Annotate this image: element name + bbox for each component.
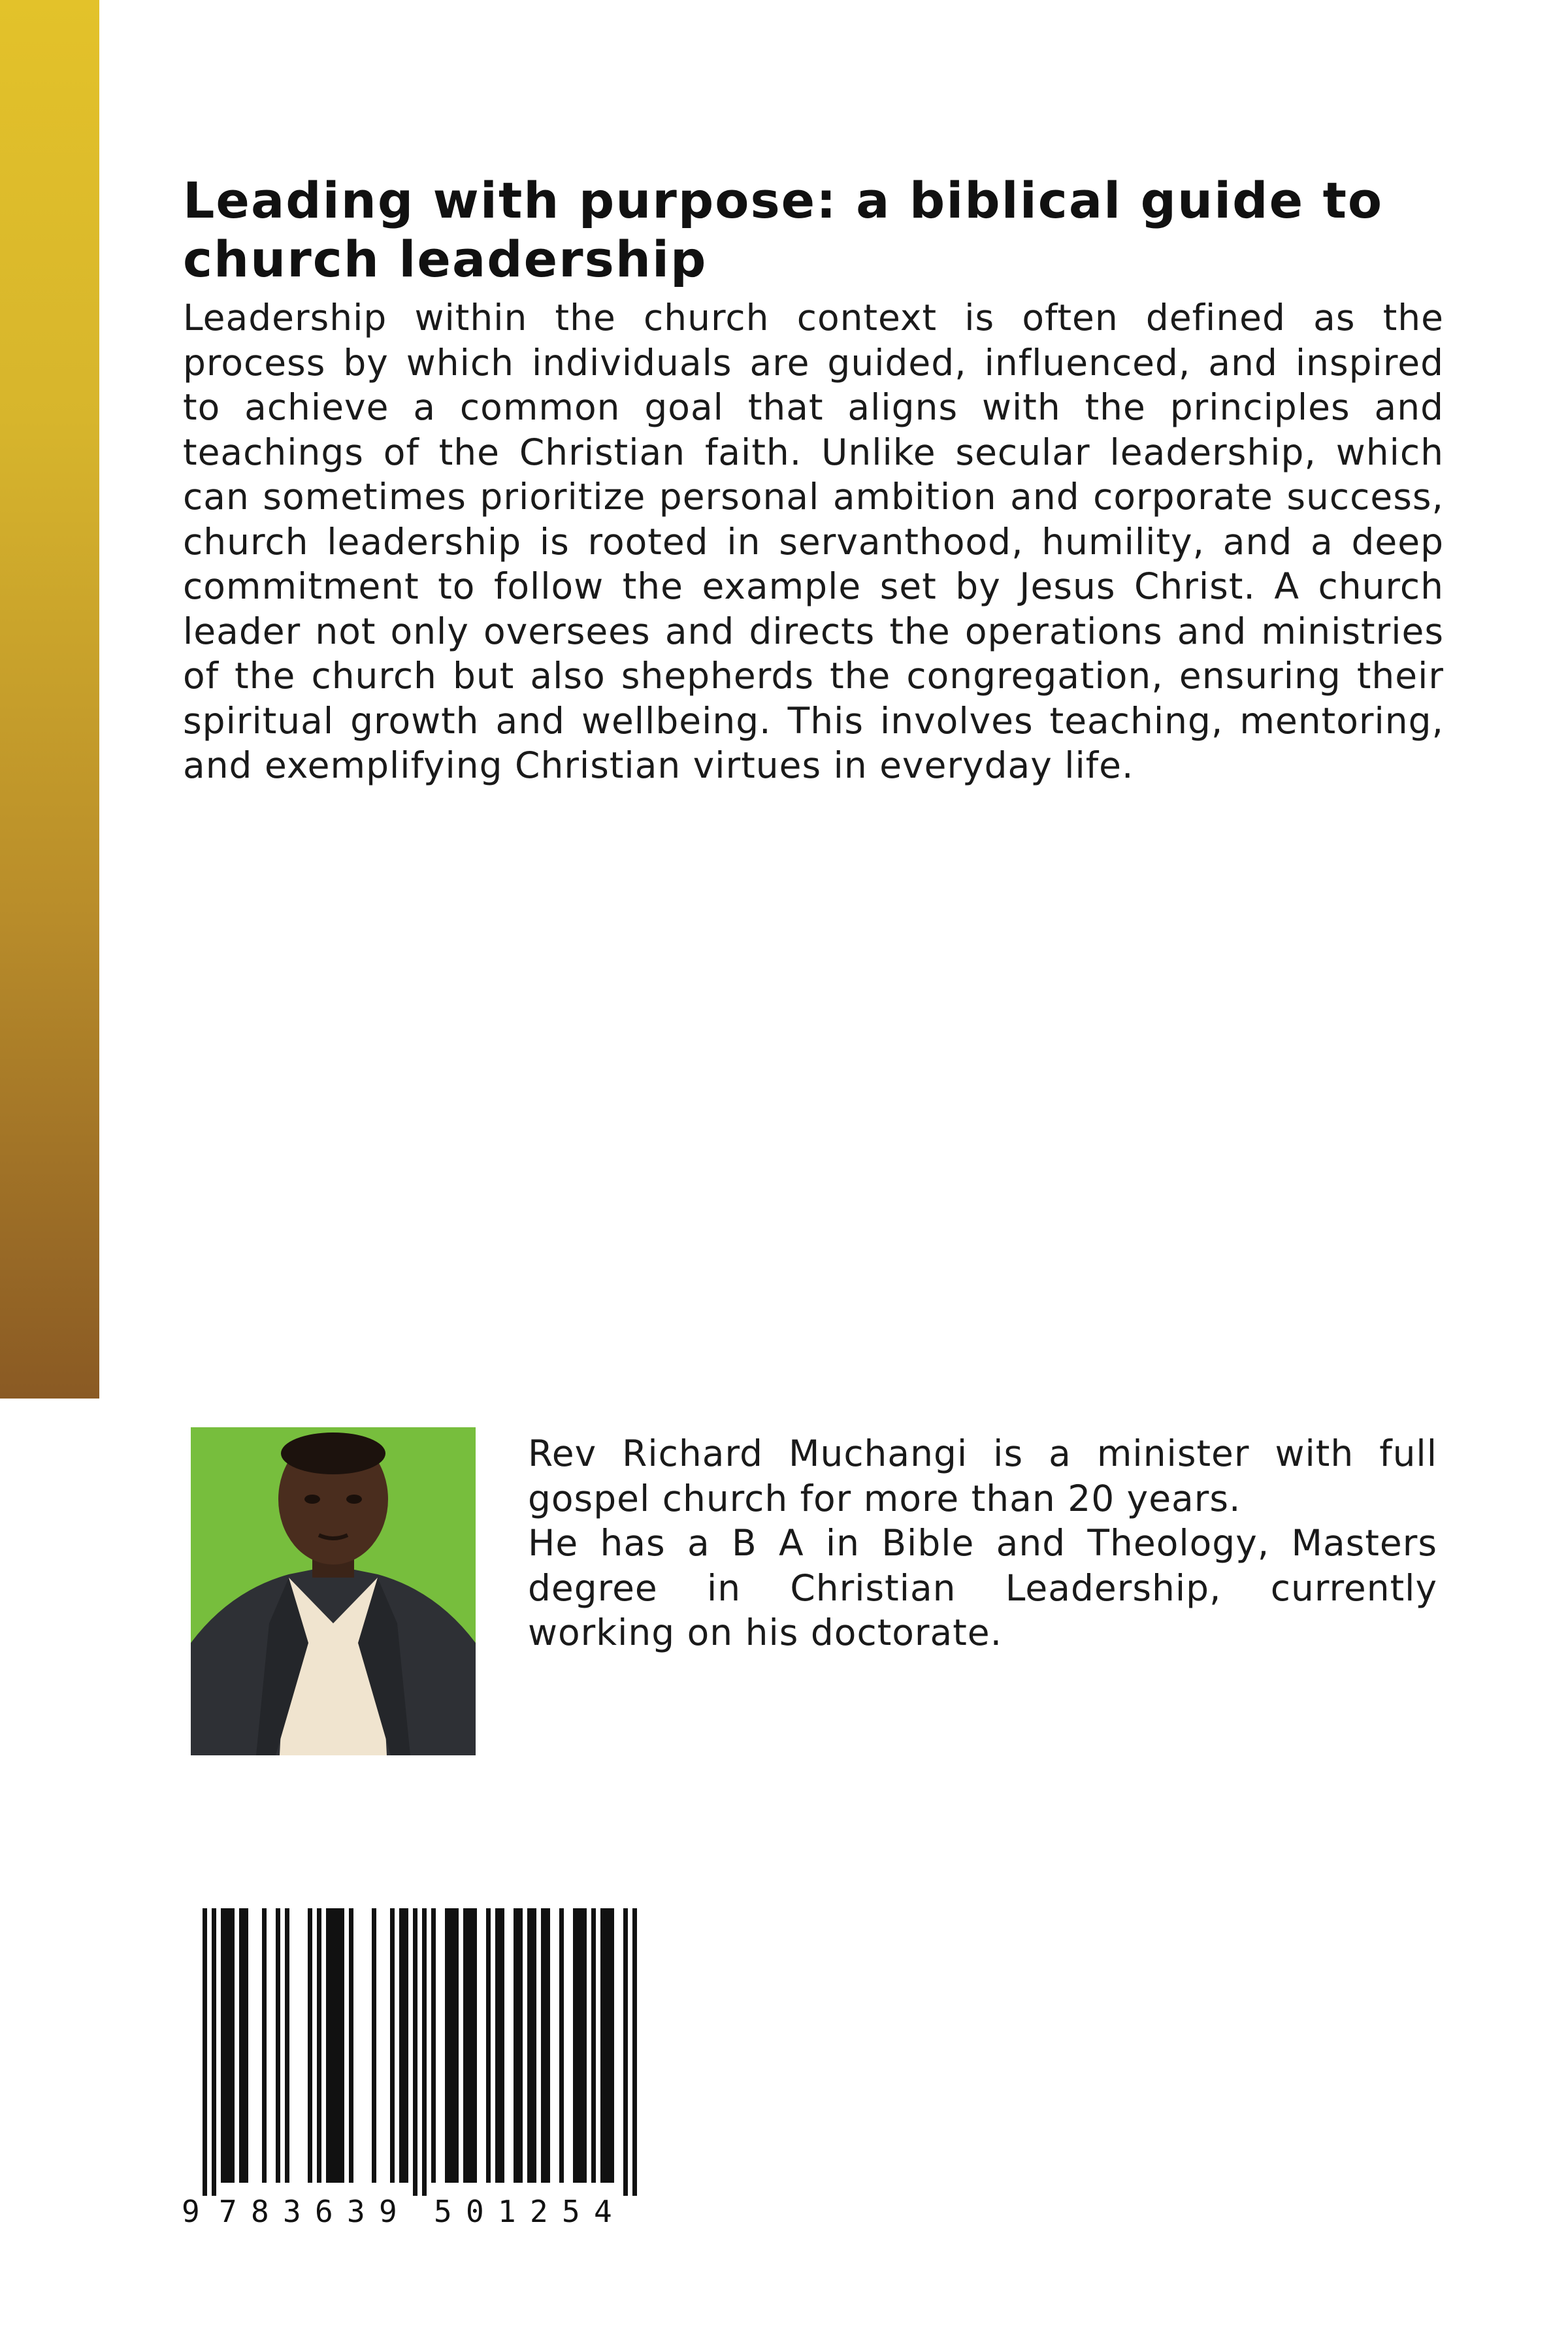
barcode-bar: [390, 1908, 395, 2183]
barcode-bar: [518, 1908, 523, 2183]
barcode-bar: [340, 1908, 344, 2183]
barcode-bar: [600, 1908, 605, 2183]
barcode-bar: [472, 1908, 477, 2183]
book-title: Leading with purpose: a biblical guide to church leadership: [183, 171, 1384, 288]
barcode-guard-bar: [413, 1908, 417, 2196]
barcode-guard-bar: [422, 1908, 427, 2196]
author-photo: [191, 1427, 476, 1755]
barcode-bar: [317, 1908, 321, 2183]
barcode-digit: 1: [498, 2194, 516, 2229]
book-blurb: Leadership within the church context is often defined as the process by which individuals are guided, influenced, and inspired to achieve a common goal that aligns with the principles and teachings of the Christian faith. Unlike secular leadership, which can sometimes prioritize personal ambition and corporate success, church leadership is rooted in servanthood, humility, and a deep commitment to follow the example set by Jesus Christ. A church leader not only oversees and directs the operations and ministries of the church but also shepherds the congregation, ensuring their spiritual growth and wellbeing. This involves teaching, mentoring, and exemplifying Christian virtues in everyday life.: [183, 297, 1444, 786]
barcode-bar: [468, 1908, 472, 2183]
barcode-digit: 9: [379, 2194, 397, 2229]
barcode-digit: 0: [466, 2194, 484, 2229]
barcode-bar: [308, 1908, 312, 2183]
spine-color-strip: [0, 0, 99, 1399]
barcode-digit: 5: [434, 2194, 452, 2229]
barcode-bar: [486, 1908, 491, 2183]
barcode-bar: [454, 1908, 459, 2183]
barcode-bar: [349, 1908, 353, 2183]
barcode-digit: 9: [182, 2194, 200, 2229]
barcode-bar: [335, 1908, 340, 2183]
barcode-bar: [262, 1908, 267, 2183]
author-bio: [528, 1431, 1437, 1655]
barcode-guard-bar: [203, 1908, 207, 2196]
barcode-bar: [276, 1908, 280, 2183]
barcode-bar: [445, 1908, 449, 2183]
barcode-bar: [610, 1908, 614, 2183]
author-portrait-image: [191, 1427, 476, 1755]
barcode-bar: [605, 1908, 610, 2183]
author-bio-line-2: He has a B A in Bible and Theology, Masters degree in Christian Leadership, currently working on his doctorate.: [528, 1522, 1437, 1653]
barcode-bar: [326, 1908, 331, 2183]
barcode-bar: [331, 1908, 335, 2183]
barcode-bar: [527, 1908, 532, 2183]
barcode-bar: [230, 1908, 235, 2183]
barcode-bar: [582, 1908, 587, 2183]
barcode-bar: [559, 1908, 564, 2183]
barcode-bar: [591, 1908, 596, 2183]
barcode-digit: 3: [347, 2194, 365, 2229]
barcode-guard-bar: [212, 1908, 216, 2196]
barcode-bar: [495, 1908, 500, 2183]
barcode-bar: [573, 1908, 578, 2183]
barcode-bar: [532, 1908, 536, 2183]
barcode-bar: [372, 1908, 376, 2183]
barcode-bar: [431, 1908, 436, 2183]
barcode-bar: [514, 1908, 518, 2183]
isbn-barcode: [182, 1908, 724, 2235]
barcode-bar: [244, 1908, 248, 2183]
barcode-bar: [399, 1908, 404, 2183]
barcode-guard-bar: [623, 1908, 628, 2196]
barcode-bar: [541, 1908, 546, 2183]
barcode-bar: [404, 1908, 408, 2183]
barcode-bar: [285, 1908, 289, 2183]
barcode-digit: 5: [562, 2194, 580, 2229]
barcode-bar: [578, 1908, 582, 2183]
barcode-digit: 4: [594, 2194, 612, 2229]
barcode-digit: 8: [251, 2194, 269, 2229]
barcode-digit: 2: [530, 2194, 548, 2229]
barcode-bar: [463, 1908, 468, 2183]
author-bio-line-1: Rev Richard Muchangi is a minister with full gospel church for more than 20 years.: [528, 1433, 1437, 1519]
barcode-bar: [221, 1908, 225, 2183]
barcode-bar: [239, 1908, 244, 2183]
barcode-guard-bar: [632, 1908, 637, 2196]
barcode-digit: 6: [315, 2194, 333, 2229]
barcode-bar: [546, 1908, 550, 2183]
barcode-digit: 7: [219, 2194, 237, 2229]
barcode-bar: [500, 1908, 504, 2183]
barcode-bar: [225, 1908, 230, 2183]
barcode-bars: [182, 1908, 724, 2196]
barcode-digits: [182, 2192, 724, 2231]
barcode-bar: [449, 1908, 454, 2183]
barcode-digit: 3: [283, 2194, 301, 2229]
